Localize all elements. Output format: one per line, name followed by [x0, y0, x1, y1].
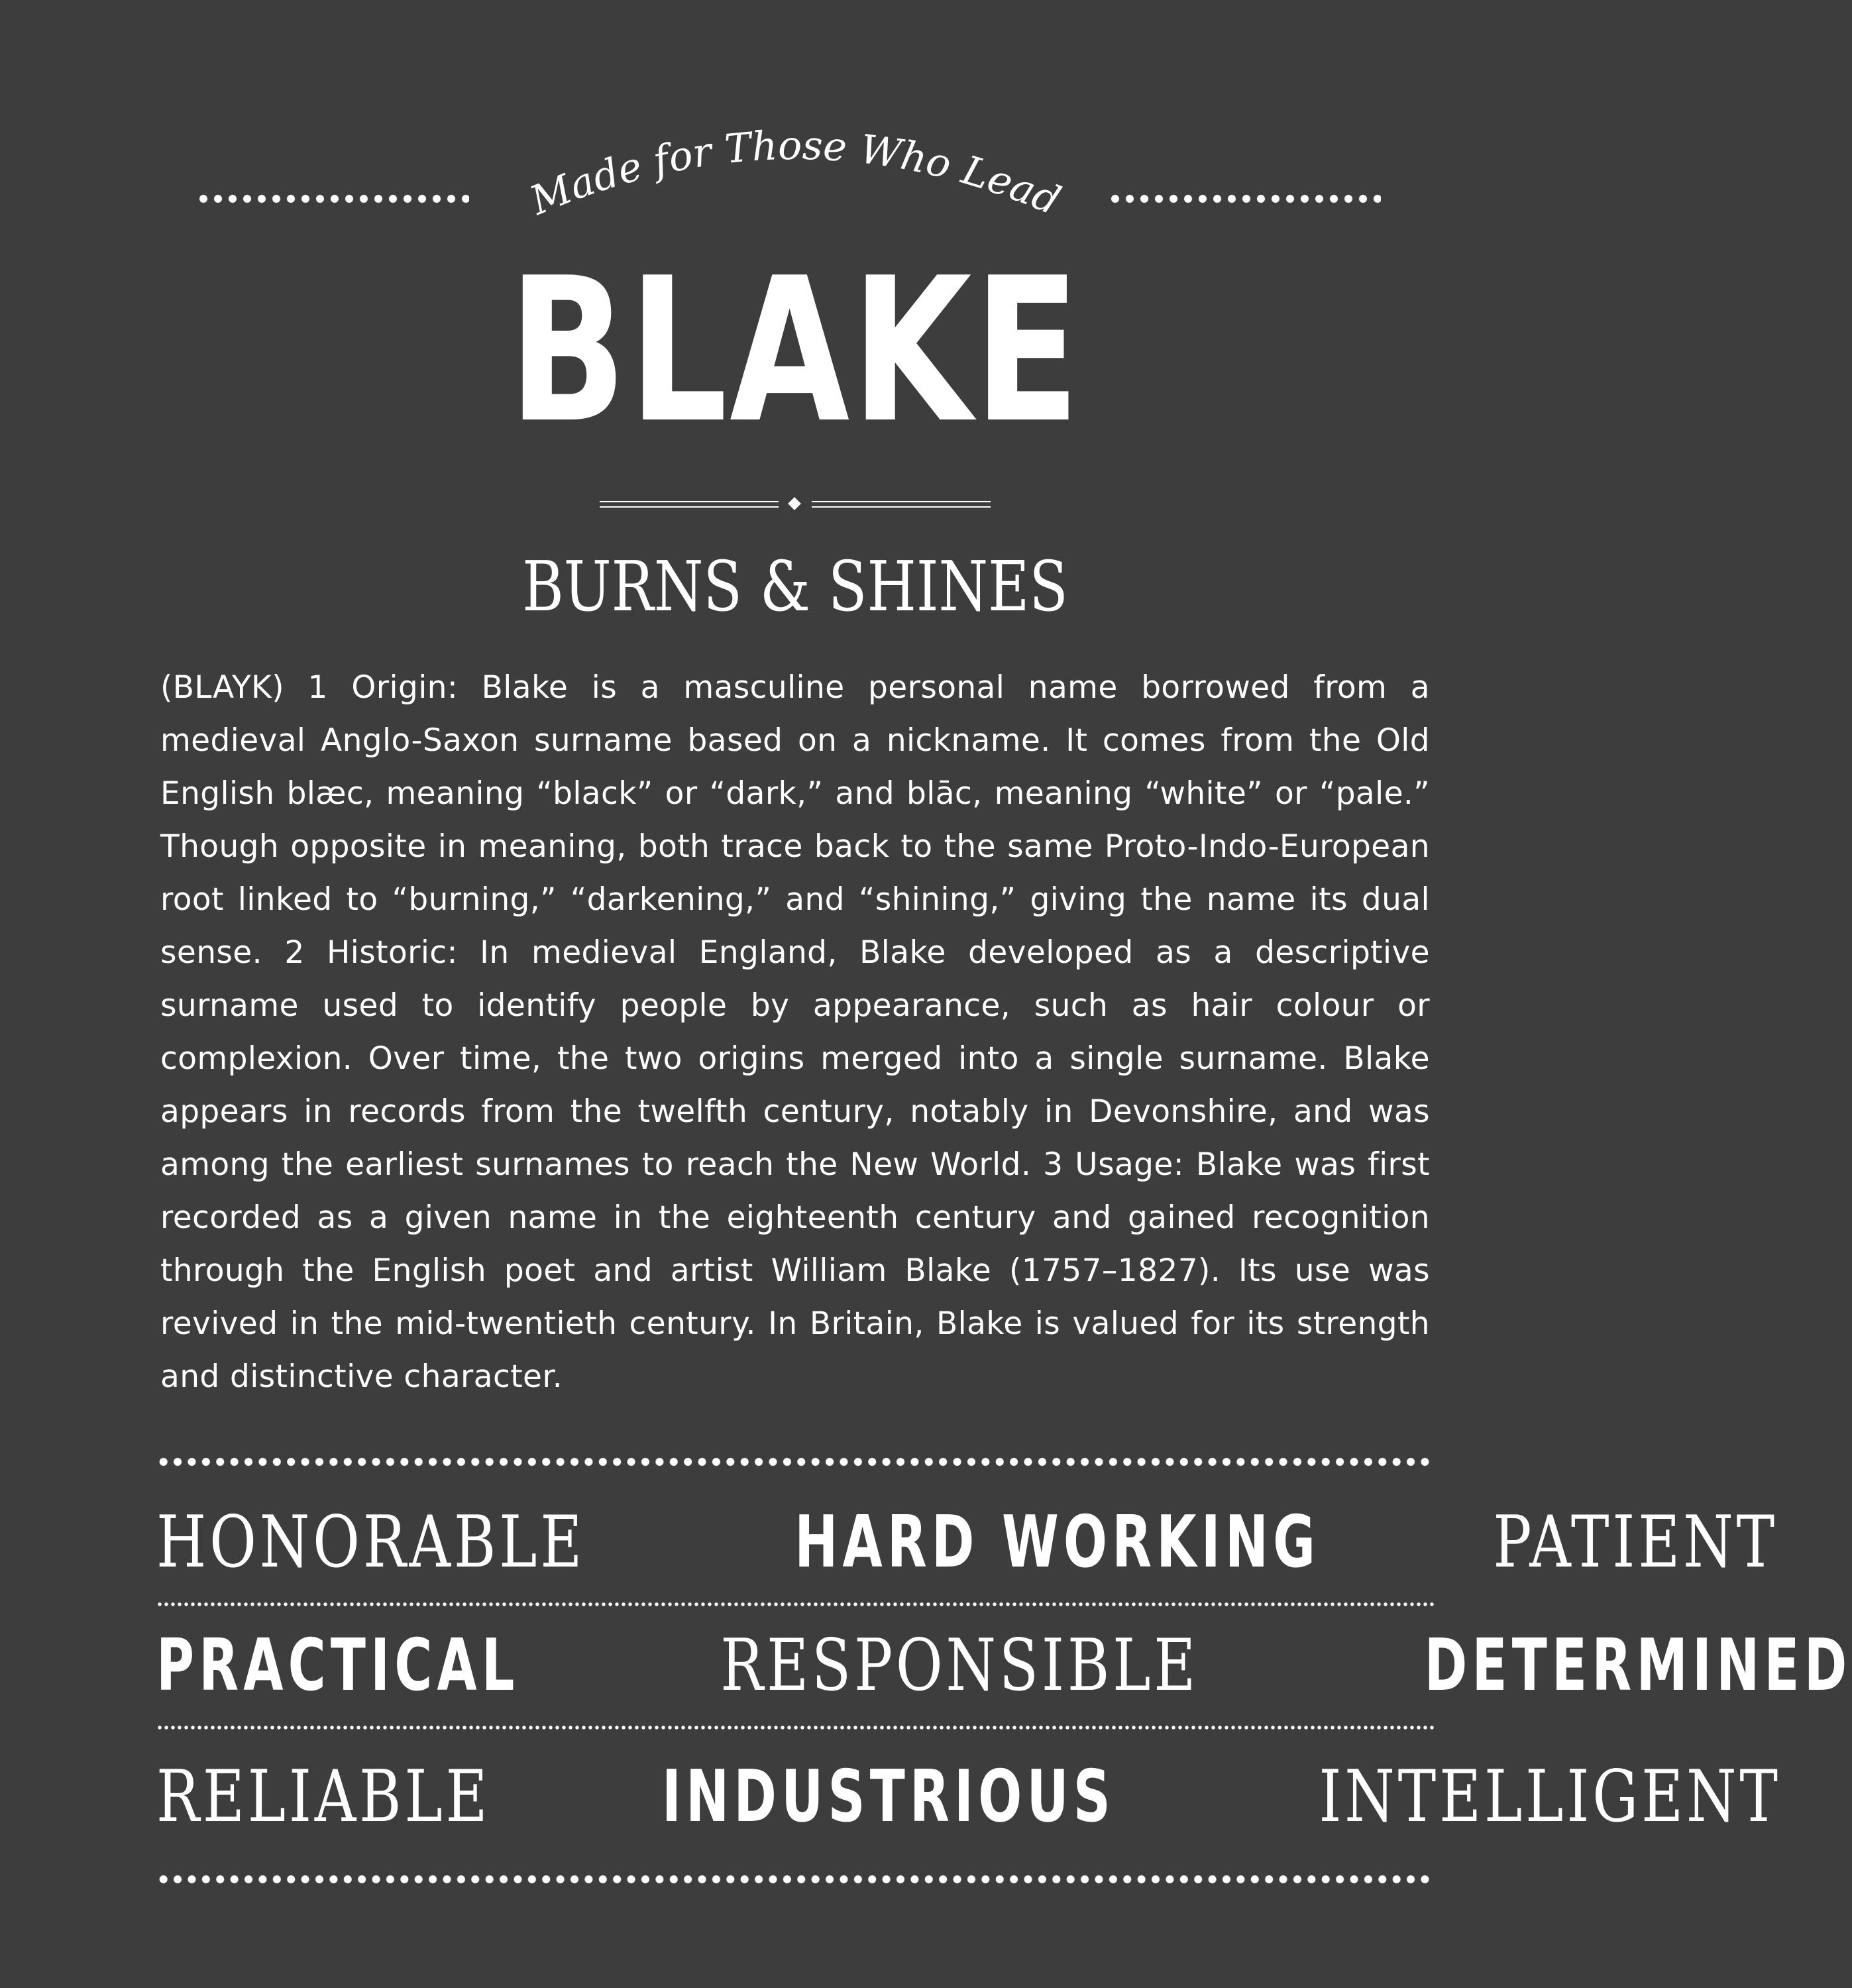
- trait-word: HARD WORKING: [794, 1501, 1321, 1584]
- trait-word: PRACTICAL: [156, 1624, 519, 1707]
- ornament-line-left: [600, 501, 779, 508]
- tagline-row: [0, 113, 1590, 232]
- tagline: [523, 123, 1067, 225]
- trait-word: DETERMINED: [1424, 1624, 1852, 1707]
- ornament-line-right: [812, 501, 991, 508]
- diamond-icon: [788, 497, 801, 510]
- tagline-text: Made for Those Who Lead: [523, 122, 1067, 225]
- trait-word: RELIABLE: [156, 1755, 491, 1838]
- trait-word: PATIENT: [1493, 1501, 1778, 1584]
- trait-word: RESPONSIBLE: [720, 1624, 1199, 1707]
- traits-row-3: [156, 1755, 1782, 1838]
- dotted-rule-left: [196, 192, 469, 205]
- dotted-divider-bottom: [156, 1873, 1434, 1886]
- dotted-rule-right: [1108, 192, 1381, 205]
- trait-word: HONORABLE: [156, 1501, 586, 1584]
- name-description: (BLAYK) 1 Origin: Blake is a masculine personal name borrowed from a medieval Anglo-Saxon surname based on a nickname. It comes from the Old English blæc, meaning “black” or “dark,” and blāc, meaning “white” or “pale.” Though opposite in meaning, both trace back to the same Proto-Indo-European root linked to “burning,” “darkening,” and “shining,” giving the name its dual sense. 2 Historic: In medieval England, Blake developed as a descriptive surname used to identify people by appearance, such as hair colour or complexion. Over time, the two origins merged into a single surname. Blake appears in records from the twelfth century, notably in Devonshire, and was among the earliest surnames to reach the New World. 3 Usage: Blake was first recorded as a given name in the eighteenth century and gained recognition through the English poet and artist William Blake (1757–1827). Its use was revived in the mid-twentieth century. In Britain, Blake is valued for its strength and distinctive character.: [160, 669, 1430, 1395]
- name-title: BLAKE: [508, 235, 1082, 467]
- dotted-divider-top: [156, 1455, 1434, 1468]
- traits-row-2: [156, 1624, 1852, 1707]
- trait-word: INDUSTRIOUS: [662, 1755, 1116, 1838]
- traits-row-1: [156, 1501, 1778, 1584]
- dotted-separator-2: [156, 1725, 1434, 1730]
- tagline-arc: [477, 113, 1113, 232]
- name-meaning: BURNS & SHINES: [522, 546, 1068, 627]
- trait-word: INTELLIGENT: [1319, 1755, 1782, 1838]
- dotted-separator-1: [156, 1602, 1434, 1607]
- title-ornament: [600, 497, 991, 517]
